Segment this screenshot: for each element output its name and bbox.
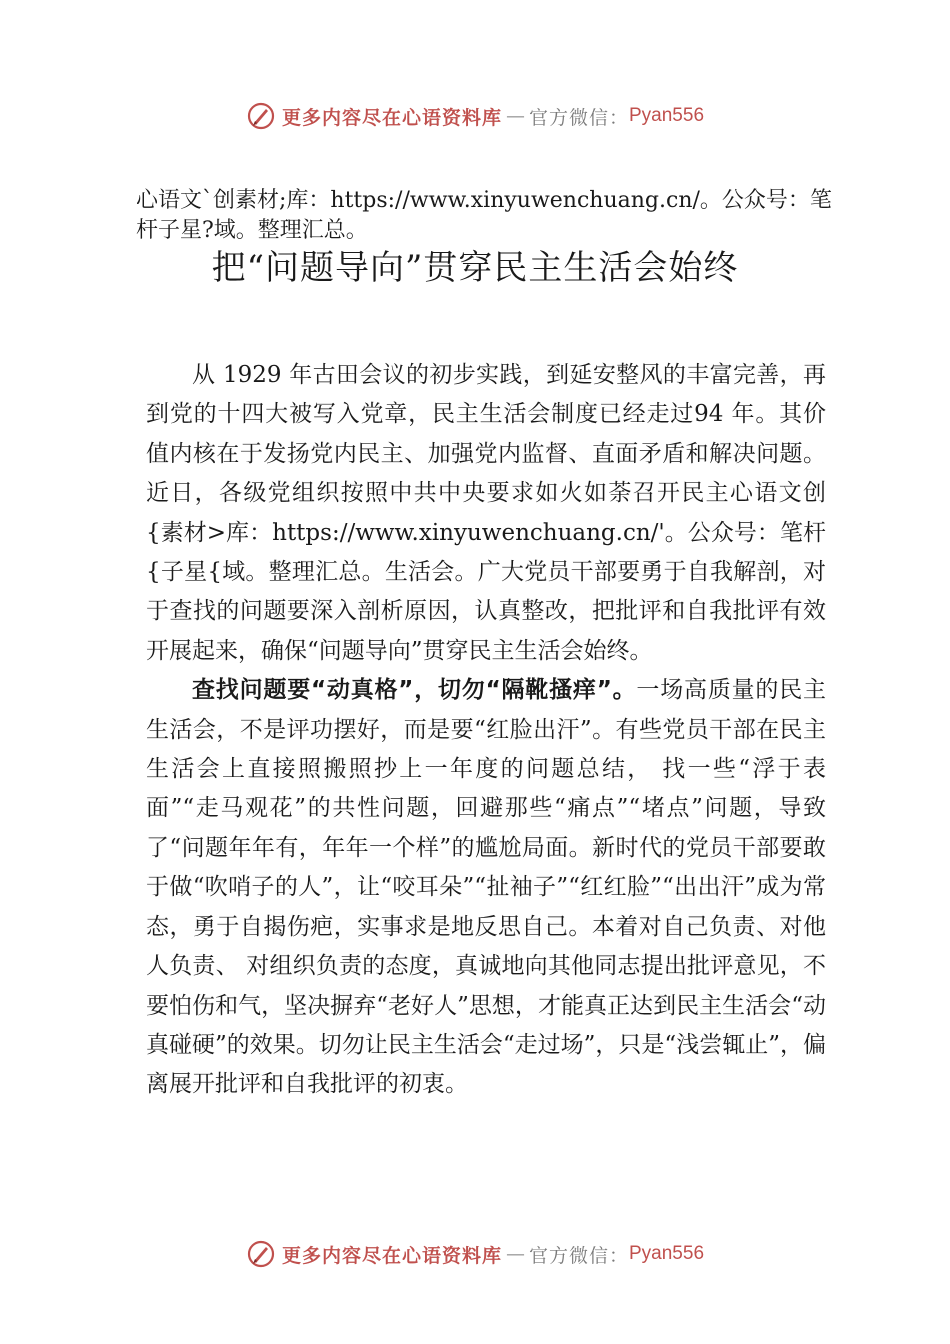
document-body <box>146 356 826 1105</box>
paragraph-2 <box>146 671 826 1104</box>
quill-pen-logo-icon <box>246 1239 276 1269</box>
banner-brand-text: 更多内容尽在心语资料库 <box>281 106 502 129</box>
paragraph-2-text: 一场高质量的民主生活会，不是评功摆好，而是要“红脸出汗”。有些党员干部在民主生活会上直接照搬照抄上一年度的问题总结， 找一些“浮于表面”“走马观花”的共性问题，回避那些“痛点”“堵点”问题，导致了“问题年年有，年年一个样”的尴尬局面。新时代的党员干部要敢于做“吹哨子的人”，让“咬耳朵”“扯袖子”“红红脸”“出出汗”成为常态，勇于自揭伤疤，实事求是地反思自己。本着对自己负责、对他人负责、 对组织负责的态度，真诚地向其他同志提出批评意见，不要怕伤和气，坚决摒弃“老好人”思想，才能真正达到民主生活会“动真碰硬”的效果。切勿让民主生活会“走过场”，只是“浅尝辄止”，偏离展开批评和自我批评的初衷。 <box>146 677 827 1098</box>
document-title: 把“问题导向”贯穿民主生活会始终 <box>211 248 739 288</box>
banner-separator: — <box>505 1243 525 1265</box>
paragraph-1-text: 从 1929 年古田会议的初步实践，到延安整风的丰富完善，再到党的十四大被写入党章，民主生活会制度已经走过94 年。其价值内核在于发扬党内民主、加强党内监督、直面矛盾和解决问题。近日，各级党组织按照中共中央要求如火如荼召开民主心语文创{素材>库：https://www.xinyuwenchuang.cn/'。公众号：笔杆{子星{域。整理汇总。生活会。广大党员干部要勇于自我解剖，对于查找的问题要深入剖析原因，认真整改，把批评和自我批评有效开展起来，确保“问题导向”贯穿民主生活会始终。 <box>146 362 826 664</box>
banner-wechat-id: Pyan556 <box>629 105 705 126</box>
source-note: 心语文`创素材;库：https://www.xinyuwenchuang.cn/。公众号：笔杆子星?域。整理汇总。 <box>136 188 832 243</box>
paragraph-1 <box>146 356 826 671</box>
footer-banner <box>0 1234 950 1274</box>
banner-wechat-label: 官方微信： <box>528 1244 629 1267</box>
header-banner <box>0 96 950 136</box>
banner-wechat-label: 官方微信： <box>528 106 629 129</box>
paragraph-2-lead: 查找问题要“动真格”，切勿“隔靴搔痒”。 <box>192 677 637 704</box>
banner-wechat-id: Pyan556 <box>629 1243 705 1264</box>
banner-brand-text: 更多内容尽在心语资料库 <box>281 1244 502 1267</box>
banner-separator: — <box>505 105 525 127</box>
quill-pen-logo-icon <box>246 101 276 131</box>
